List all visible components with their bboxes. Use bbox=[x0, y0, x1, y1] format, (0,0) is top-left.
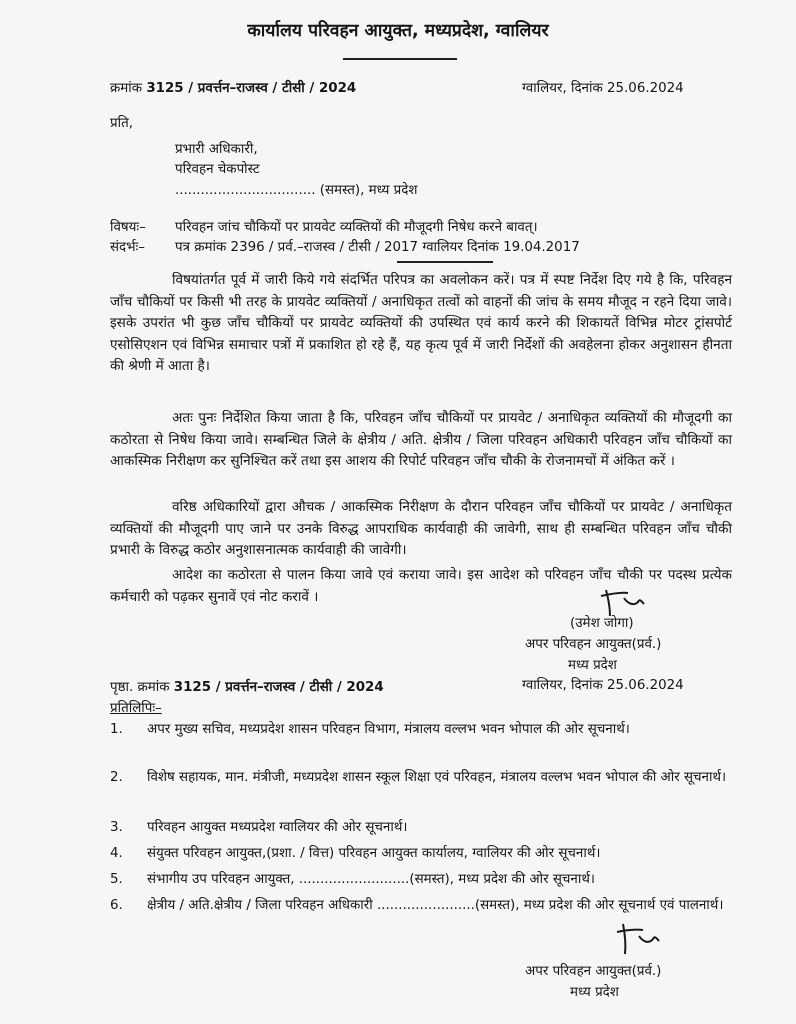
list-item bbox=[110, 870, 730, 892]
list-item-number: 5. bbox=[110, 872, 123, 887]
addressee-line-2: परिवहन चेकपोस्ट bbox=[175, 162, 260, 177]
endorsement-number bbox=[110, 678, 384, 697]
endorsement-number-value: 3125 / प्रवर्त्तन–राजस्व / टीसी / 2024 bbox=[173, 680, 384, 695]
subject-label: विषयः– bbox=[110, 220, 146, 235]
reference-number-value: 3125 / प्रवर्त्तन–राजस्व / टीसी / 2024 bbox=[146, 81, 357, 96]
signatory-designation: अपर परिवहन आयुक्त(प्रर्व.) bbox=[525, 637, 662, 652]
list-item bbox=[110, 768, 730, 810]
list-item-text: अपर मुख्य सचिव, मध्यप्रदेश शासन परिवहन विभाग, मंत्रालय वल्लभ भवन भोपाल की ओर सूचनार्थ। bbox=[147, 722, 630, 737]
heading-underline bbox=[343, 58, 457, 60]
subject-text: परिवहन जांच चौकियों पर प्रायवेट व्यक्तियों की मौजूदगी निषेध करने बावत्। bbox=[175, 220, 538, 235]
addressee-line-3: ................................. (समस्त), मध्य प्रदेश bbox=[175, 183, 418, 198]
subject-divider bbox=[397, 261, 493, 263]
list-item-text: विशेष सहायक, मान. मंत्रीजी, मध्यप्रदेश शासन स्कूल शिक्षा एवं परिवहन, मंत्रालय वल्लभ भवन भोपाल की ओर सूचनार्थ। bbox=[147, 770, 727, 785]
signatory2-designation: अपर परिवहन आयुक्त(प्रर्व.) bbox=[525, 964, 662, 979]
list-item-number: 2. bbox=[110, 770, 123, 785]
list-item-text: क्षेत्रीय / अति.क्षेत्रीय / जिला परिवहन अधिकारी .......................(समस्त), मध्य प्रदेश की ओर सूचनार्थ एवं पालनार्थ। bbox=[147, 898, 724, 913]
copy-to-label: प्रतिलिपिः– bbox=[110, 701, 162, 716]
reference-letter-text: पत्र क्रमांक 2396 / प्रर्व.–राजस्व / टीसी / 2017 ग्वालियर दिनांक 19.04.2017 bbox=[175, 240, 580, 255]
list-item bbox=[110, 818, 730, 840]
list-item-number: 4. bbox=[110, 846, 123, 861]
list-item-text: संयुक्त परिवहन आयुक्त,(प्रशा. / वित्त) परिवहन आयुक्त कार्यालय, ग्वालियर की ओर सूचनार्थ। bbox=[147, 846, 601, 861]
list-item-text: परिवहन आयुक्त मध्यप्रदेश ग्वालियर की ओर सूचनार्थ। bbox=[147, 820, 408, 835]
list-item bbox=[110, 844, 730, 866]
handwritten-signature-2 bbox=[615, 922, 665, 956]
list-item bbox=[110, 720, 730, 762]
reference-number bbox=[110, 79, 356, 98]
body-paragraph-2: अतः पुनः निर्देशित किया जाता है कि, परिवहन जाँच चौकियों पर प्रायवेट / अनाधिकृत व्यक्तियों की मौजूदगी का कठोरता से निषेध किया जावे। सम्बन्धित जिले के क्षेत्रीय / अति. क्षेत्रीय / जिला परिवहन अधिकारी परिवहन जाँच चौकियों का आकस्मिक निरीक्षण कर सुनिश्चित करें तथा इस आशय की रिपोर्ट परिवहन जाँच चौकी के रोजनामचों में अंकित करें । bbox=[110, 410, 732, 469]
signatory-state: मध्य प्रदेश bbox=[568, 658, 617, 673]
addressee-line-1: प्रभारी अधिकारी, bbox=[175, 142, 258, 157]
reference-place-date: ग्वालियर, दिनांक 25.06.2024 bbox=[522, 81, 684, 96]
list-item-number: 6. bbox=[110, 898, 123, 913]
reference-letter-label: संदर्भः– bbox=[110, 240, 145, 255]
office-heading: कार्यालय परिवहन आयुक्त, मध्यप्रदेश, ग्वालियर bbox=[247, 21, 549, 41]
endorsement-place-date: ग्वालियर, दिनांक 25.06.2024 bbox=[522, 678, 684, 693]
signatory2-state: मध्य प्रदेश bbox=[570, 985, 619, 1000]
body-paragraph-4: आदेश का कठोरता से पालन किया जावे एवं कराया जावे। इस आदेश को परिवहन जाँच चौकी पर पदस्थ प्रत्येक कर्मचारी को पढ़कर सुनावें एवं नोट करावें । bbox=[110, 567, 732, 605]
endorsement-number-label: पृष्ठा. क्रमांक bbox=[110, 680, 170, 695]
addressee-to: प्रति, bbox=[110, 116, 133, 131]
list-item-number: 3. bbox=[110, 820, 123, 835]
body-paragraph-3: वरिष्ठ अधिकारियों द्वारा औचक / आकस्मिक निरीक्षण के दौरान परिवहन जाँच चौकियों पर प्रायवेट / अनाधिकृत व्यक्तियों की मौजूदगी पाए जाने पर उनके विरुद्ध आपराधिक कार्यवाही की जावेगी, साथ ही सम्बन्धित परिवहन जाँच चौकी प्रभारी के विरुद्ध कठोर अनुशासनात्मक कार्यवाही की जावेगी। bbox=[110, 499, 732, 558]
list-item-number: 1. bbox=[110, 722, 123, 737]
signatory-name: (उमेश जोगा) bbox=[570, 616, 634, 631]
reference-number-label: क्रमांक bbox=[110, 81, 143, 96]
body-paragraph-1: विषयांतर्गत पूर्व में जारी किये गये संदर्भित परिपत्र का अवलोकन करें। पत्र में स्पष्ट निर्देश दिए गये है कि, परिवहन जाँच चौकियों पर किसी भी तरह के प्रायवेट व्यक्तियों / अनाधिकृत तत्वों को वाहनों की जांच के समय मौजूद न रहने दिया जावे। इसके उपरांत भी कुछ जाँच चौकियों पर प्रायवेट व्यक्तियों की उपस्थित एवं कार्य करने की शिकायतें विभिन्न मोटर ट्रांसपोर्ट एसोसिएशन एवं विभिन्न समाचार पत्रों में प्रकाशित हो रहे हैं, यह कृत्य पूर्व में जारी निर्देशों की अवहेलना होकर अनुशासन हीनता की श्रेणी में आता है। bbox=[110, 272, 732, 374]
list-item-text: संभागीय उप परिवहन आयुक्त, ..........................(समस्त), मध्य प्रदेश की ओर सूचनार्थ। bbox=[147, 872, 595, 887]
